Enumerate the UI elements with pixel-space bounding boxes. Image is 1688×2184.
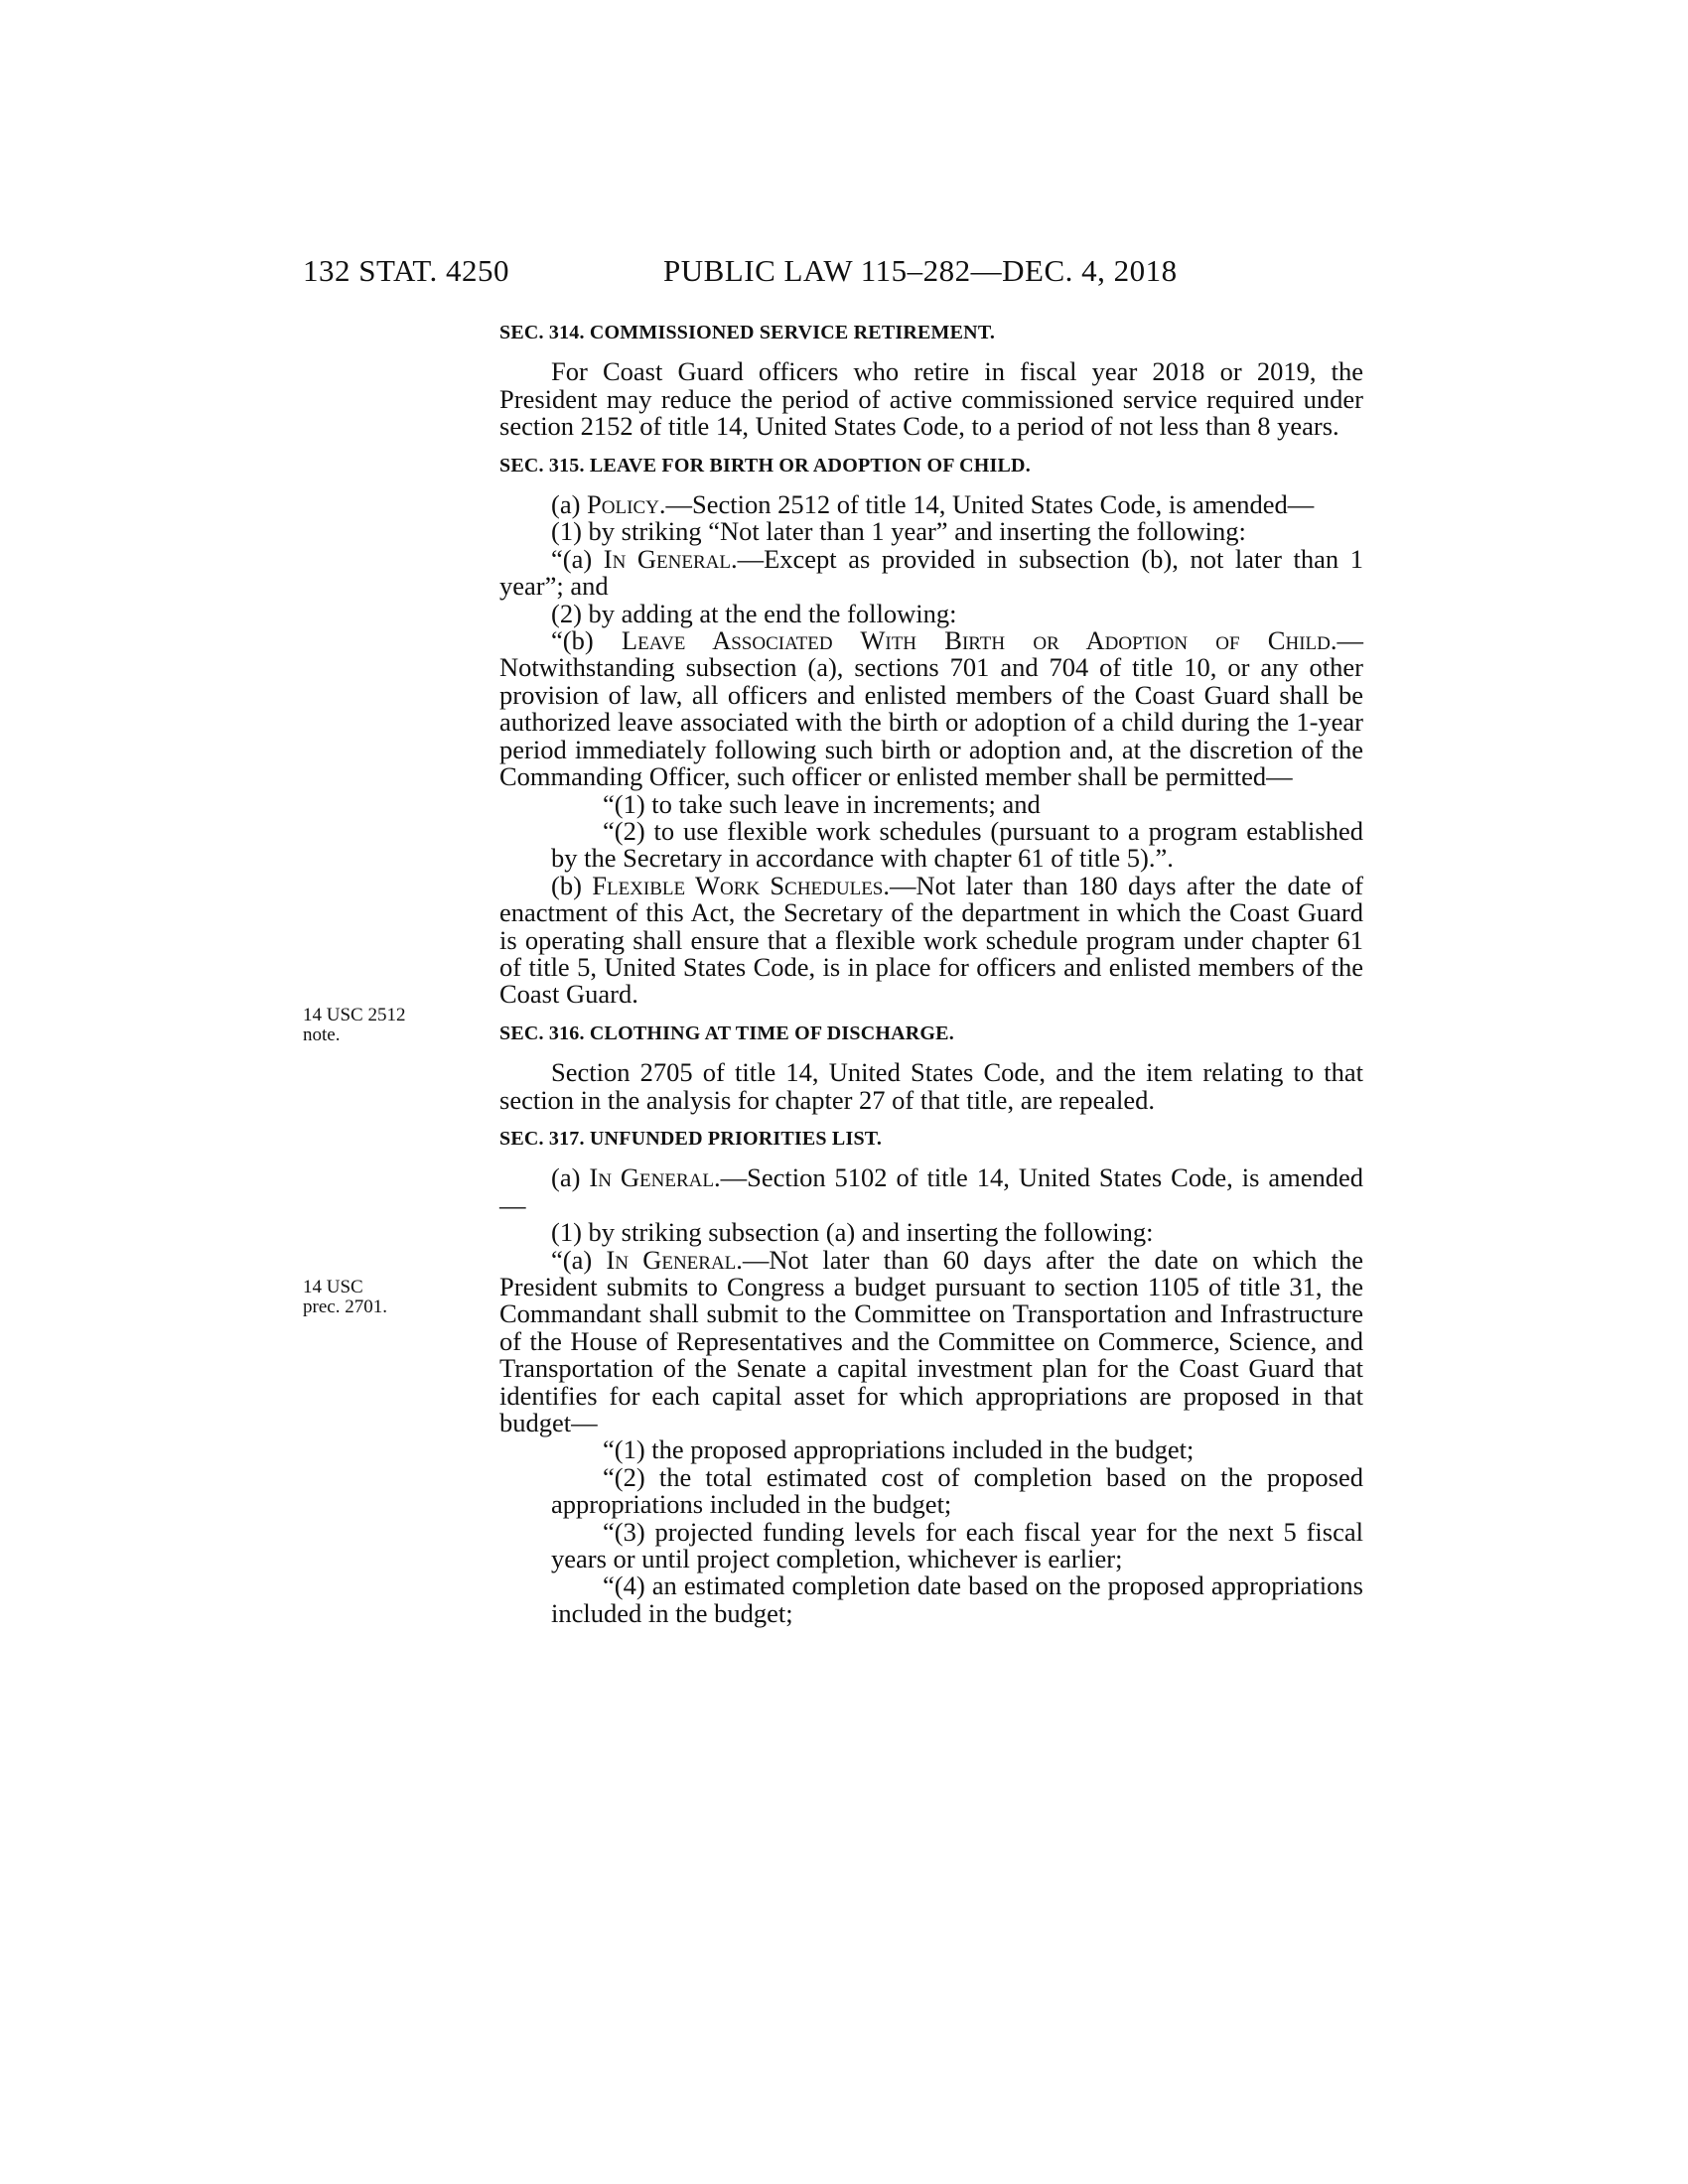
subsection-label: (a) bbox=[551, 1162, 590, 1193]
section-317-quoted-item-4: “(4) an estimated completion date based on the proposed appropriations included in the budget; bbox=[551, 1570, 1363, 1628]
quote-text: .— Notwithstanding subsection (a), sections 701 and 704 of title 10, or any other provision of law, all officers and enlisted members of the Coast Guard shall be authorized leave associated with the birth or adoption of a child during the 1-year period immediately following such birth or adoption and, at the discretion of the Commanding Officer, such officer or enlisted member shall be permitted— bbox=[499, 625, 1363, 792]
quote-prefix: “(b) bbox=[551, 625, 622, 656]
section-315-subsection-b bbox=[499, 870, 1363, 1010]
subsection-text: .—Section 2512 of title 14, United States Code, is amended— bbox=[658, 489, 1315, 520]
section-heading-314: SEC. 314. COMMISSIONED SERVICE RETIREMENT. bbox=[499, 322, 996, 343]
subsection-text: .—Section 5102 of title 14, United States Code, is amended— bbox=[499, 1162, 1363, 1220]
margin-note-usc-2512 bbox=[303, 1006, 405, 1045]
section-315-quoted-item-2: “(2) to use flexible work schedules (pursuant to a program established by the Secretary in accordance with chapter 61 of title 5).”. bbox=[551, 815, 1363, 874]
quote-caption: Leave Associated With Birth or Adoption of Child bbox=[621, 625, 1331, 656]
section-315-quoted-item-1: “(1) to take such leave in increments; and bbox=[603, 788, 1041, 819]
section-315-quoted-subsection-a bbox=[499, 543, 1363, 602]
margin-note-line: 14 USC 2512 bbox=[303, 1005, 406, 1025]
section-315-subsection-a bbox=[499, 491, 1363, 518]
section-317-subsection-a bbox=[499, 1164, 1363, 1219]
margin-note-line: prec. 2701. bbox=[303, 1297, 387, 1317]
main-text-column bbox=[499, 320, 1363, 1627]
subsection-caption: Flexible Work Schedules bbox=[592, 870, 884, 900]
subsection-label: (b) bbox=[551, 870, 593, 900]
section-heading-317: SEC. 317. UNFUNDED PRIORITIES LIST. bbox=[499, 1127, 883, 1150]
margin-note-line: 14 USC bbox=[303, 1277, 363, 1297]
margin-note-line: note. bbox=[303, 1024, 341, 1045]
section-317-quoted-item-3: “(3) projected funding levels for each fiscal year for the next 5 fiscal years or until project completion, whichever is earlier; bbox=[551, 1516, 1363, 1574]
section-317-quoted-item-2: “(2) the total estimated cost of completion based on the proposed appropriations included in the budget; bbox=[551, 1461, 1363, 1520]
section-315-paragraph-1: (1) by striking “Not later than 1 year” and inserting the following: bbox=[551, 516, 1246, 547]
section-317-paragraph-1: (1) by striking subsection (a) and inserting the following: bbox=[551, 1217, 1154, 1248]
subsection-text: .—Not later than 180 days after the date of enactment of this Act, the Secretary of the department in which the Coast Guard is operating shall ensure that a flexible work schedule program under chapter 61 of title 5, United States Code, is in place for officers and enlisted members of the Coast Guard. bbox=[499, 870, 1363, 1010]
section-314-body: For Coast Guard officers who retire in fiscal year 2018 or 2019, the President may reduce the period of active commissioned service required under section 2152 of title 14, United States Code, to a period of not less than 8 years. bbox=[499, 356, 1363, 442]
section-317-quoted-subsection-a bbox=[499, 1244, 1363, 1438]
statute-page-number: 132 STAT. 4250 bbox=[303, 253, 510, 288]
margin-note-usc-2701 bbox=[303, 1278, 387, 1317]
subsection-caption: Policy bbox=[587, 489, 659, 520]
quote-prefix: “(a) bbox=[551, 543, 604, 574]
quote-prefix: “(a) bbox=[551, 1244, 607, 1275]
quote-caption: In General bbox=[606, 1244, 737, 1275]
subsection-caption: In General bbox=[589, 1162, 714, 1193]
quote-caption: In General bbox=[603, 543, 731, 574]
quote-text: .—Not later than 60 days after the date on which the President submits to Congress a budget pursuant to section 1105 of title 31, the Commandant shall submit to the Committee on Transportation and Infrastructure of the House of Representatives and the Committee on Commerce, Science, and Transportation of the Senate a capital investment plan for the Coast Guard that identifies for each capital asset for which appropriations are proposed in that budget— bbox=[499, 1244, 1363, 1438]
section-315-quoted-subsection-b bbox=[499, 627, 1363, 790]
section-316-body: Section 2705 of title 14, United States Code, and the item relating to that section in the analysis for chapter 27 of that title, are repealed. bbox=[499, 1057, 1363, 1115]
section-317-quoted-item-1: “(1) the proposed appropriations included in the budget; bbox=[603, 1434, 1195, 1465]
subsection-label: (a) bbox=[551, 489, 588, 520]
section-315-paragraph-2: (2) by adding at the end the following: bbox=[551, 598, 957, 628]
running-header-title: PUBLIC LAW 115–282—DEC. 4, 2018 bbox=[663, 253, 1178, 288]
quote-text: .—Except as provided in subsection (b), not later than 1 year”; and bbox=[499, 543, 1363, 602]
section-heading-316: SEC. 316. CLOTHING AT TIME OF DISCHARGE. bbox=[499, 1022, 954, 1044]
section-heading-315: SEC. 315. LEAVE FOR BIRTH OR ADOPTION OF CHILD. bbox=[499, 454, 1031, 477]
